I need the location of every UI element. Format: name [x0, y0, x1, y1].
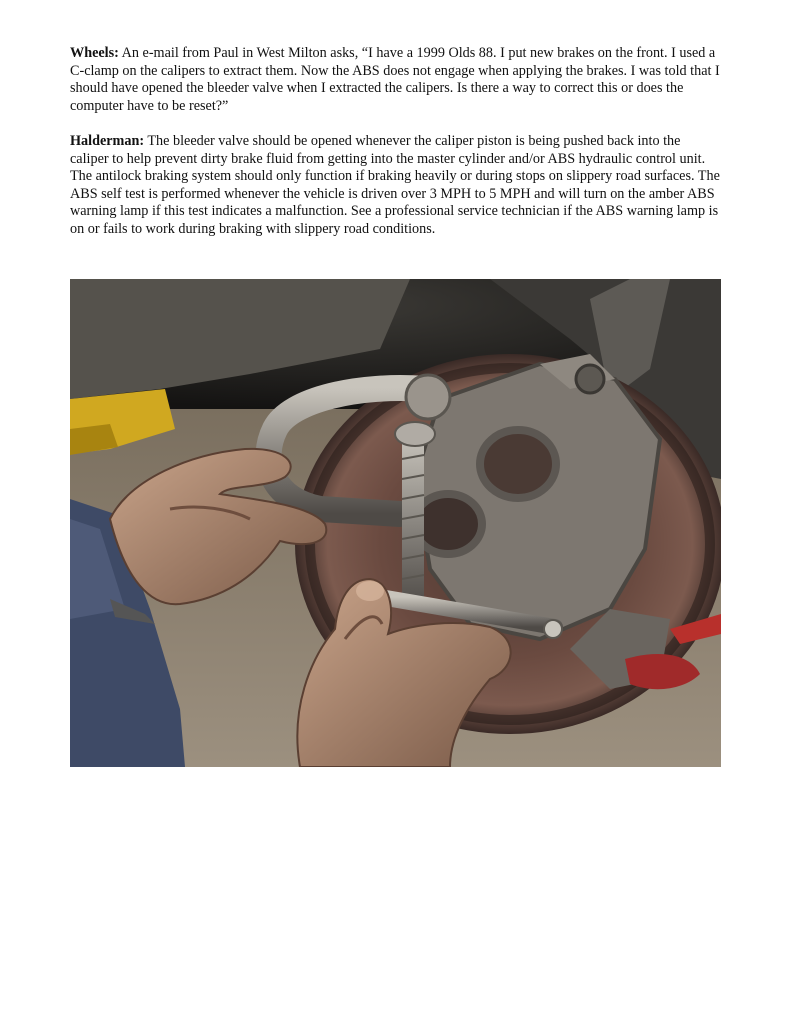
clamp-pad [406, 375, 450, 419]
clamp-screw [402, 434, 424, 609]
caliper-bore-lower [414, 494, 482, 554]
answer-text: The bleeder valve should be opened whenever the caliper piston is being pushed back into the caliper to help prevent dirty brake fluid from getting into the master cylinder and/or ABS hydraulic control unit. The antilock braking system should only function if braking heavily or during stops on slippery road surfaces. The ABS self test is performed whenever the vehicle is driven over 3 MPH to 5 MPH and will turn on the amber ABS warning lamp if this test indicates a malfunction. See a professional service technician if the ABS warning lamp is on or fails to work during braking with slippery road conditions. [70, 133, 720, 237]
brake-caliper-photo [70, 279, 721, 767]
bleeder-boss [576, 365, 604, 393]
answer-label: Halderman: [70, 133, 145, 149]
question-label: Wheels: [70, 45, 119, 61]
question-text: An e-mail from Paul in West Milton asks, “I have a 1999 Olds 88. I put new brakes on the front. I used a C-clamp on the calipers to extract them. Now the ABS does not engage when applying the brakes. I was told that I should have opened the bleeder valve when I extracted the calipers. Is there a way to correct this or does the computer have to be reset?” [70, 45, 720, 114]
caliper-bore-upper [480, 430, 556, 498]
question-paragraph [70, 45, 722, 115]
answer-paragraph [70, 133, 722, 239]
